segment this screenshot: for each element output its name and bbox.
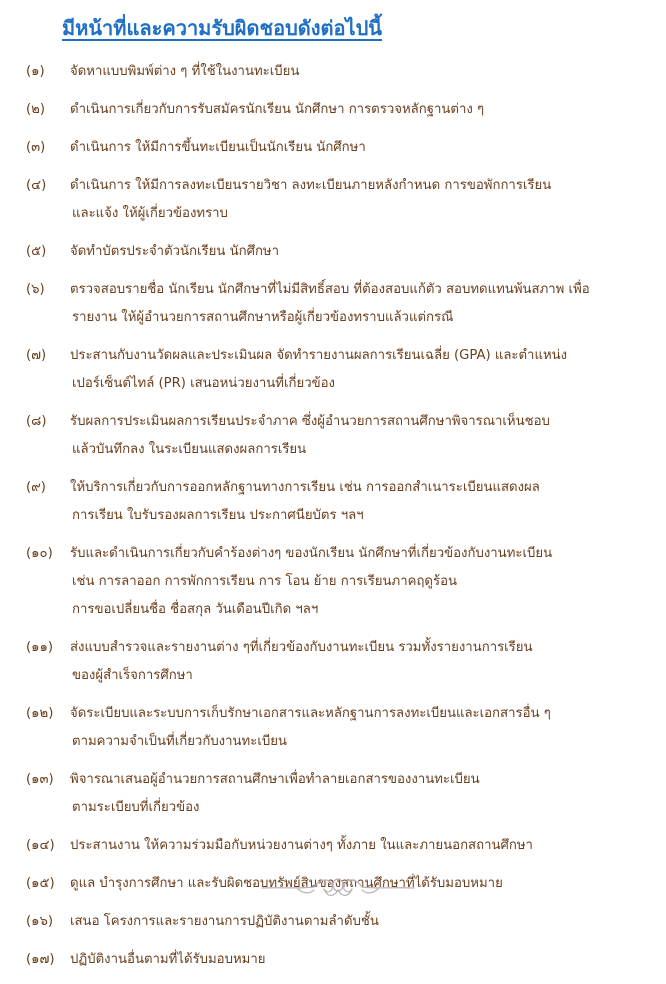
item-text	[70, 766, 646, 822]
item-text	[70, 342, 646, 398]
list-item	[26, 238, 646, 266]
item-number: (๑๐)	[26, 546, 53, 561]
item-text	[70, 134, 646, 162]
item-number: (๖)	[26, 282, 45, 297]
page-title: มีหน้าที่และความรับผิดชอบดังต่อไปนี้	[62, 16, 382, 40]
item-text	[70, 832, 646, 860]
item-number: (๑๖)	[26, 914, 54, 929]
item-number: (๒)	[26, 102, 45, 117]
item-text	[70, 172, 646, 228]
item-text-line: จัดหาแบบพิมพ์ต่าง ๆ ที่ใช้ในงานทะเบียน	[70, 64, 300, 79]
item-text-line: ตรวจสอบรายชื่อ นักเรียน นักศึกษาที่ไม่มีสิทธิ์สอบ ที่ต้องสอบแก้ตัว สอบทดแทนพ้นสภาพ เพื่อ	[70, 282, 590, 297]
item-text-line: รับและดำเนินการเกี่ยวกับคำร้องต่างๆ ของนักเรียน นักศึกษาที่เกี่ยวข้องกับงานทะเบียน	[70, 546, 553, 561]
item-number: (๑๗)	[26, 952, 55, 967]
item-number: (๑๕)	[26, 876, 55, 891]
list-item	[26, 172, 646, 228]
item-text-line: รายงาน ให้ผู้อำนวยการสถานศึกษาหรือผู้เกี่ยวข้องทราบแล้วแต่กรณี	[72, 310, 454, 325]
item-text	[70, 540, 646, 624]
item-number: (๑๔)	[26, 838, 55, 853]
item-number: (๓)	[26, 140, 46, 155]
item-text-line: และแจ้ง ให้ผู้เกี่ยวข้องทราบ	[72, 206, 228, 221]
item-text-line: รับผลการประเมินผลการเรียนประจำภาค ซึ่งผู้อำนวยการสถานศึกษาพิจารณาเห็นชอบ	[70, 414, 550, 429]
item-text-line: ส่งแบบสำรวจและรายงานต่าง ๆที่เกี่ยวข้องกับงานทะเบียน รวมทั้งรายงานการเรียน	[70, 640, 533, 655]
item-text-line: เปอร์เซ็นต์ไทล์ (PR) เสนอหน่วยงานที่เกี่ยวข้อง	[72, 376, 335, 391]
item-text-line: เสนอ โครงการและรายงานการปฏิบัติงานตามลำดับชั้น	[70, 914, 379, 929]
list-item	[26, 474, 646, 530]
item-text-line: ดำเนินการ ให้มีการขึ้นทะเบียนเป็นนักเรียน นักศึกษา	[70, 140, 366, 155]
list-item	[26, 700, 646, 756]
item-text-line: การขอเปลี่ยนชื่อ ชื่อสกุล วันเดือนปีเกิด ฯลฯ	[72, 602, 319, 617]
item-number: (๑๒)	[26, 706, 54, 721]
item-text-line: ดำเนินการ ให้มีการลงทะเบียนรายวิชา ลงทะเบียนภายหลังกำหนด การขอพักการเรียน	[70, 178, 552, 193]
decorative-flourish-icon	[258, 872, 418, 902]
item-text-line: ปฏิบัติงานอื่นตามที่ได้รับมอบหมาย	[70, 952, 266, 967]
list-item	[26, 634, 646, 690]
list-item	[26, 134, 646, 162]
item-number: (๑๓)	[26, 772, 54, 787]
list-item	[26, 832, 646, 860]
item-text	[70, 276, 646, 332]
list-item	[26, 946, 646, 974]
item-text	[70, 408, 646, 464]
item-text	[70, 634, 646, 690]
item-text-line: จัดระเบียบและระบบการเก็บรักษาเอกสารและหลักฐานการลงทะเบียนและเอกสารอื่น ๆ	[70, 706, 551, 721]
item-text-line: ดูแล บำรุงการศึกษา และรับผิดชอบทรัพย์สินของสถานศึกษาที่ได้รับมอบหมาย	[70, 876, 503, 891]
item-text-line: พิจารณาเสนอผู้อำนวยการสถานศึกษาเพื่อทำลายเอกสารของงานทะเบียน	[70, 772, 480, 787]
item-text-line: เช่น การลาออก การพักการเรียน การ โอน ย้าย การเรียนภาคฤดูร้อน	[72, 574, 458, 589]
item-text-line: ของผู้สำเร็จการศึกษา	[72, 668, 193, 683]
item-number: (๔)	[26, 178, 47, 193]
item-text-line: ตามความจำเป็นที่เกี่ยวกับงานทะเบียน	[72, 734, 287, 749]
item-text	[70, 58, 646, 86]
list-item	[26, 96, 646, 124]
item-text-line: ประสานกับงานวัดผลและประเมินผล จัดทำรายงานผลการเรียนเฉลี่ย (GPA) และตำแหน่ง	[70, 348, 568, 363]
item-text-line: จัดทำบัตรประจำตัวนักเรียน นักศึกษา	[70, 244, 280, 259]
item-text-line: การเรียน ใบรับรองผลการเรียน ประกาศนียบัตร ฯลฯ	[72, 508, 364, 523]
item-text	[70, 700, 646, 756]
item-number: (๘)	[26, 414, 47, 429]
item-number: (๗)	[26, 348, 47, 363]
list-item	[26, 342, 646, 398]
item-text	[70, 908, 646, 936]
duty-list	[26, 58, 646, 984]
item-number: (๕)	[26, 244, 47, 259]
item-number: (๙)	[26, 480, 46, 495]
item-text-line: ประสานงาน ให้ความร่วมมือกับหน่วยงานต่างๆ ทั้งภาย ในและภายนอกสถานศึกษา	[70, 838, 533, 853]
item-text-line: แล้วบันทึกลง ในระเบียนแสดงผลการเรียน	[72, 442, 307, 457]
item-text	[70, 946, 646, 974]
list-item	[26, 408, 646, 464]
item-text	[70, 474, 646, 530]
list-item	[26, 908, 646, 936]
list-item	[26, 276, 646, 332]
list-item	[26, 540, 646, 624]
item-text-line: ให้บริการเกี่ยวกับการออกหลักฐานทางการเรียน เช่น การออกสำเนาระเบียนแสดงผล	[70, 480, 540, 495]
list-item	[26, 766, 646, 822]
item-text	[70, 96, 646, 124]
item-text	[70, 238, 646, 266]
item-number: (๑)	[26, 64, 45, 79]
item-text-line: ดำเนินการเกี่ยวกับการรับสมัครนักเรียน นักศึกษา การตรวจหลักฐานต่าง ๆ	[70, 102, 485, 117]
item-number: (๑๑)	[26, 640, 54, 655]
item-text-line: ตามระเบียบที่เกี่ยวข้อง	[72, 800, 200, 815]
list-item	[26, 58, 646, 86]
